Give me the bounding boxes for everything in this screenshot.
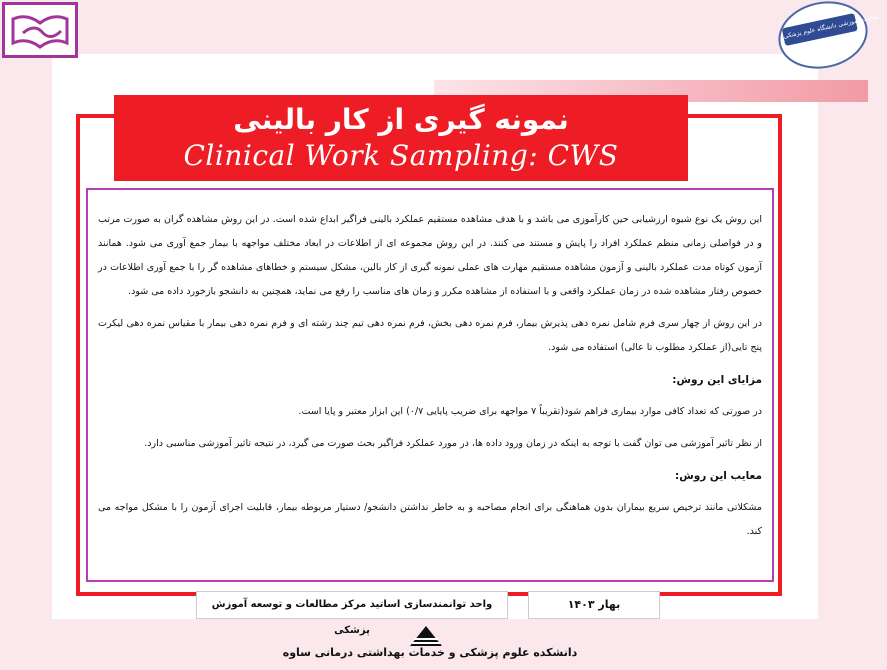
title-persian: نمونه گیری از کار بالینی xyxy=(233,103,569,136)
footer-season: بهار ۱۴۰۳ xyxy=(528,591,660,619)
disadvantage-1: مشکلاتی مانند ترخیص سریع بیماران بدون هماهنگی برای انجام مصاحبه و به خاطر نداشتن دانشجو/ دستیار مربوطه بیمار، قابلیت اجرای آزمون را با مشکل مواجه می کند. xyxy=(98,502,762,537)
book-icon xyxy=(5,5,75,55)
university-name: دانشکده علوم پزشکی و خدمات بهداشتی درمانی ساوه xyxy=(282,646,578,659)
intro-paragraph: این روش یک نوع شیوه ارزشیابی حین کارآموزی می باشد و با هدف مشاهده مستقیم عملکرد بالینی فراگیر ابداع شده است. در این روش مشاهده گران به صورت مرتب و در فواصلی زمانی منظم عملکرد افراد را پایش و مستند می کنند. در این روش مجموعه ای از اطلاعات در ابعاد مختلف مواجهه با بیمار جمع آوری می شود. همانند آزمون کوتاه مدت عملکرد بالینی و آزمون مشاهده مستقیم مهارت های عملی نمونه گیری از کار بالین، مشکل سیستم و خطاهای مشاهده گر را با جمع آوری اطلاعات در خصوص رفتار مشاهده شده در زمان عملکرد واقعی و با استفاده از مشاهده مکرر و زمان های مناسب را رفع می نماید، همچنین به دانشجو بازخورد داده می شود. xyxy=(98,214,762,297)
university-logo-icon xyxy=(408,624,444,648)
book-logo xyxy=(2,2,78,58)
advantage-2: از نظر تاثیر آموزشی می توان گفت با توجه به اینکه در زمان ورود داده ها، در مورد عملکرد فراگیر بحث صورت می گیرد، در نتیجه تاثیر آموزشی مناسبی دارد. xyxy=(144,438,762,449)
title-banner xyxy=(114,95,688,181)
footer-unit: واحد توانمندسازی اساتید مرکز مطالعات و توسعه آموزش پزشکی xyxy=(196,591,508,619)
title-english: Clinical Work Sampling: CWS xyxy=(183,139,619,172)
forms-paragraph: در این روش از چهار سری فرم شامل نمره دهی پذیرش بیمار، فرم نمره دهی بخش، فرم نمره دهی تیم چند رشته ای و فرم نمره دهی بیمار با مقیاس نمره دهی لیکرت پنج تایی(از عملکرد مطلوب تا عالی) استفاده می شود. xyxy=(98,318,762,353)
content-body xyxy=(98,208,762,552)
content-frame xyxy=(86,188,774,582)
advantage-1: در صورتی که تعداد کافی موارد بیماری فراهم شود(تقریباً ۷ مواجهه برای ضریب پایایی ۰/۷) این ابزار معتبر و پایا است. xyxy=(298,406,762,417)
advantages-heading: مزایای این روش: xyxy=(672,374,762,386)
disadvantages-heading: معایب این روش: xyxy=(675,470,762,482)
seal-text: معاونت آموزشی دانشگاه علوم پزشکی xyxy=(782,13,880,41)
